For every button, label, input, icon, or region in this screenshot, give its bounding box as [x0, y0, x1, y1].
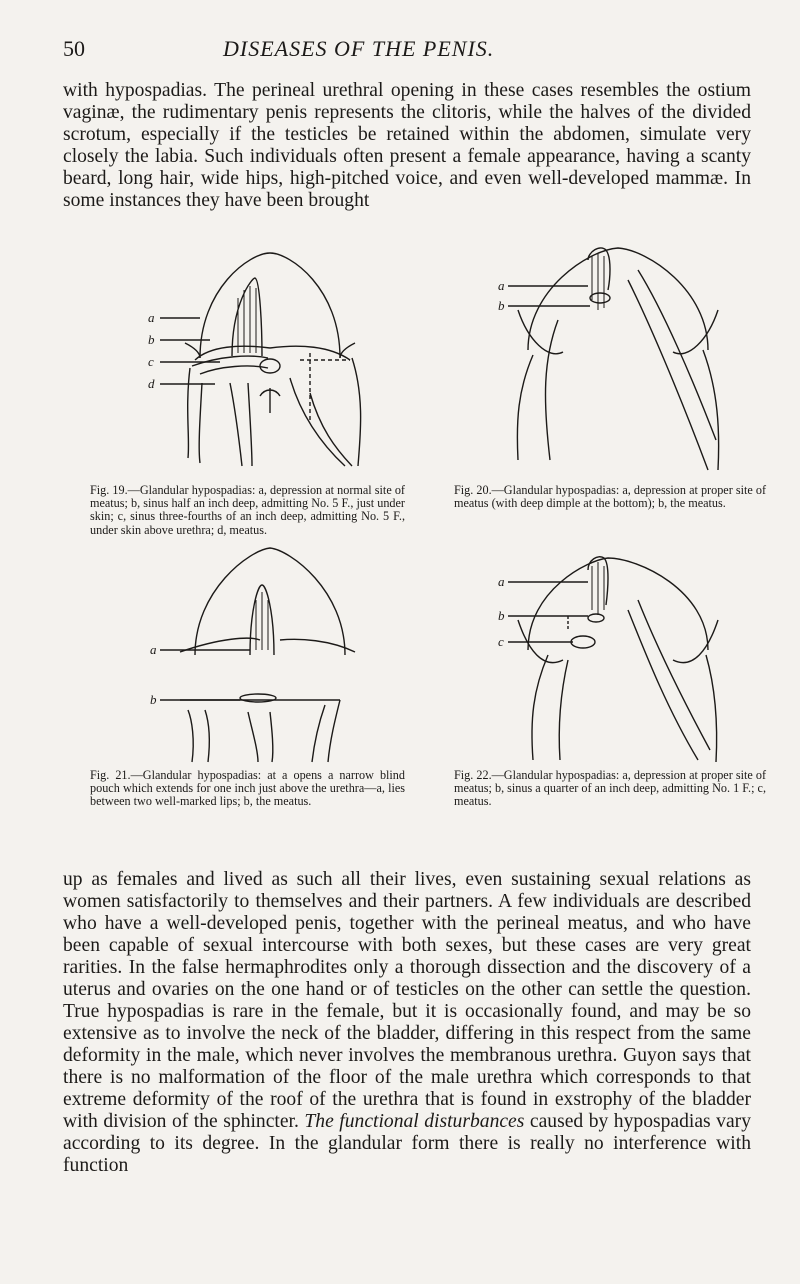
figure-21-caption: Fig. 21.—Glandular hypospadias: at a opens a narrow blind pouch which extends for one inch just above the urethra—a, lies between two well-marked lips; b, the meatus.: [90, 768, 405, 809]
paragraph-bottom-italic: The functional disturbances: [304, 1111, 525, 1132]
figure-20-label-a: a: [498, 278, 505, 293]
figure-19-label-a: a: [148, 310, 155, 325]
figure-22-illustration: [488, 530, 748, 765]
figure-21-label-b: b: [150, 692, 157, 707]
figure-22-caption: Fig. 22.—Glandular hypospadias: a, depression at proper site of meatus; b, sinus a quarter of an inch deep, admitting No. 1 F.; c, meatus.: [454, 768, 766, 809]
paragraph-top: with hypospadias. The perineal urethral opening in these cases resembles the ostium vaginæ, the rudimentary penis represents the clitoris, while the halves of the divided scrotum, especially if the testicles be retained within the abdomen, simulate very closely the labia. Such individuals often present a female appearance, having a scanty beard, long hair, wide hips, high-pitched voice, and even well-developed mammæ. In some instances they have been brought: [63, 80, 751, 211]
figure-19-label-b: b: [148, 332, 155, 347]
page-number: 50: [63, 36, 85, 61]
page-header: [63, 30, 743, 70]
running-title: DISEASES OF THE PENIS.: [223, 36, 495, 61]
figure-20-illustration: [488, 240, 748, 480]
figure-22-label-b: b: [498, 608, 505, 623]
figure-20-label-b: b: [498, 298, 505, 313]
figure-21-illustration: [140, 540, 400, 765]
paragraph-bottom: [63, 869, 751, 1177]
figure-22-label-a: a: [498, 574, 505, 589]
figure-22-label-c: c: [498, 634, 504, 649]
figure-19-illustration: [140, 248, 400, 478]
figure-19-caption: Fig. 19.—Glandular hypospadias: a, depression at normal site of meatus; b, sinus half an inch deep, admitting No. 5 F., just under skin; c, sinus three-fourths of an inch deep, admitting No. 5 F., under skin above urethra; d, meatus.: [90, 483, 405, 537]
figure-20-caption: Fig. 20.—Glandular hypospadias: a, depression at proper site of meatus (with deep dimple at the bottom); b, the meatus.: [454, 483, 766, 511]
figure-19-label-d: d: [148, 376, 155, 391]
paragraph-bottom-text-1: up as females and lived as such all their lives, even sustaining sexual relations as women satisfactorily to themselves and their partners. A few individuals are described who have a well-developed penis, together with the perineal meatus, and who have been capable of sexual intercourse with both sexes, but these cases are very great rarities. In the false hermaphrodites only a thorough dissection and the discovery of a uterus and ovaries on the one hand or of testicles on the other can settle the question. True hypospadias is rare in the female, but it is occasionally found, and may be so extensive as to involve the neck of the bladder, differing in this respect from the same deformity in the male, which never involves the membranous urethra. Guyon says that there is no malformation of the floor of the male urethra which corresponds to that extreme deformity of the roof of the urethra that is found in exstrophy of the bladder with division of the sphincter.: [63, 869, 751, 1132]
figure-19-label-c: c: [148, 354, 154, 369]
paragraph-bottom-text-2: caused by hypospadias vary according to its degree. In the glandular form there is really no interference with function: [63, 1111, 751, 1176]
figure-21-label-a: a: [150, 642, 157, 657]
